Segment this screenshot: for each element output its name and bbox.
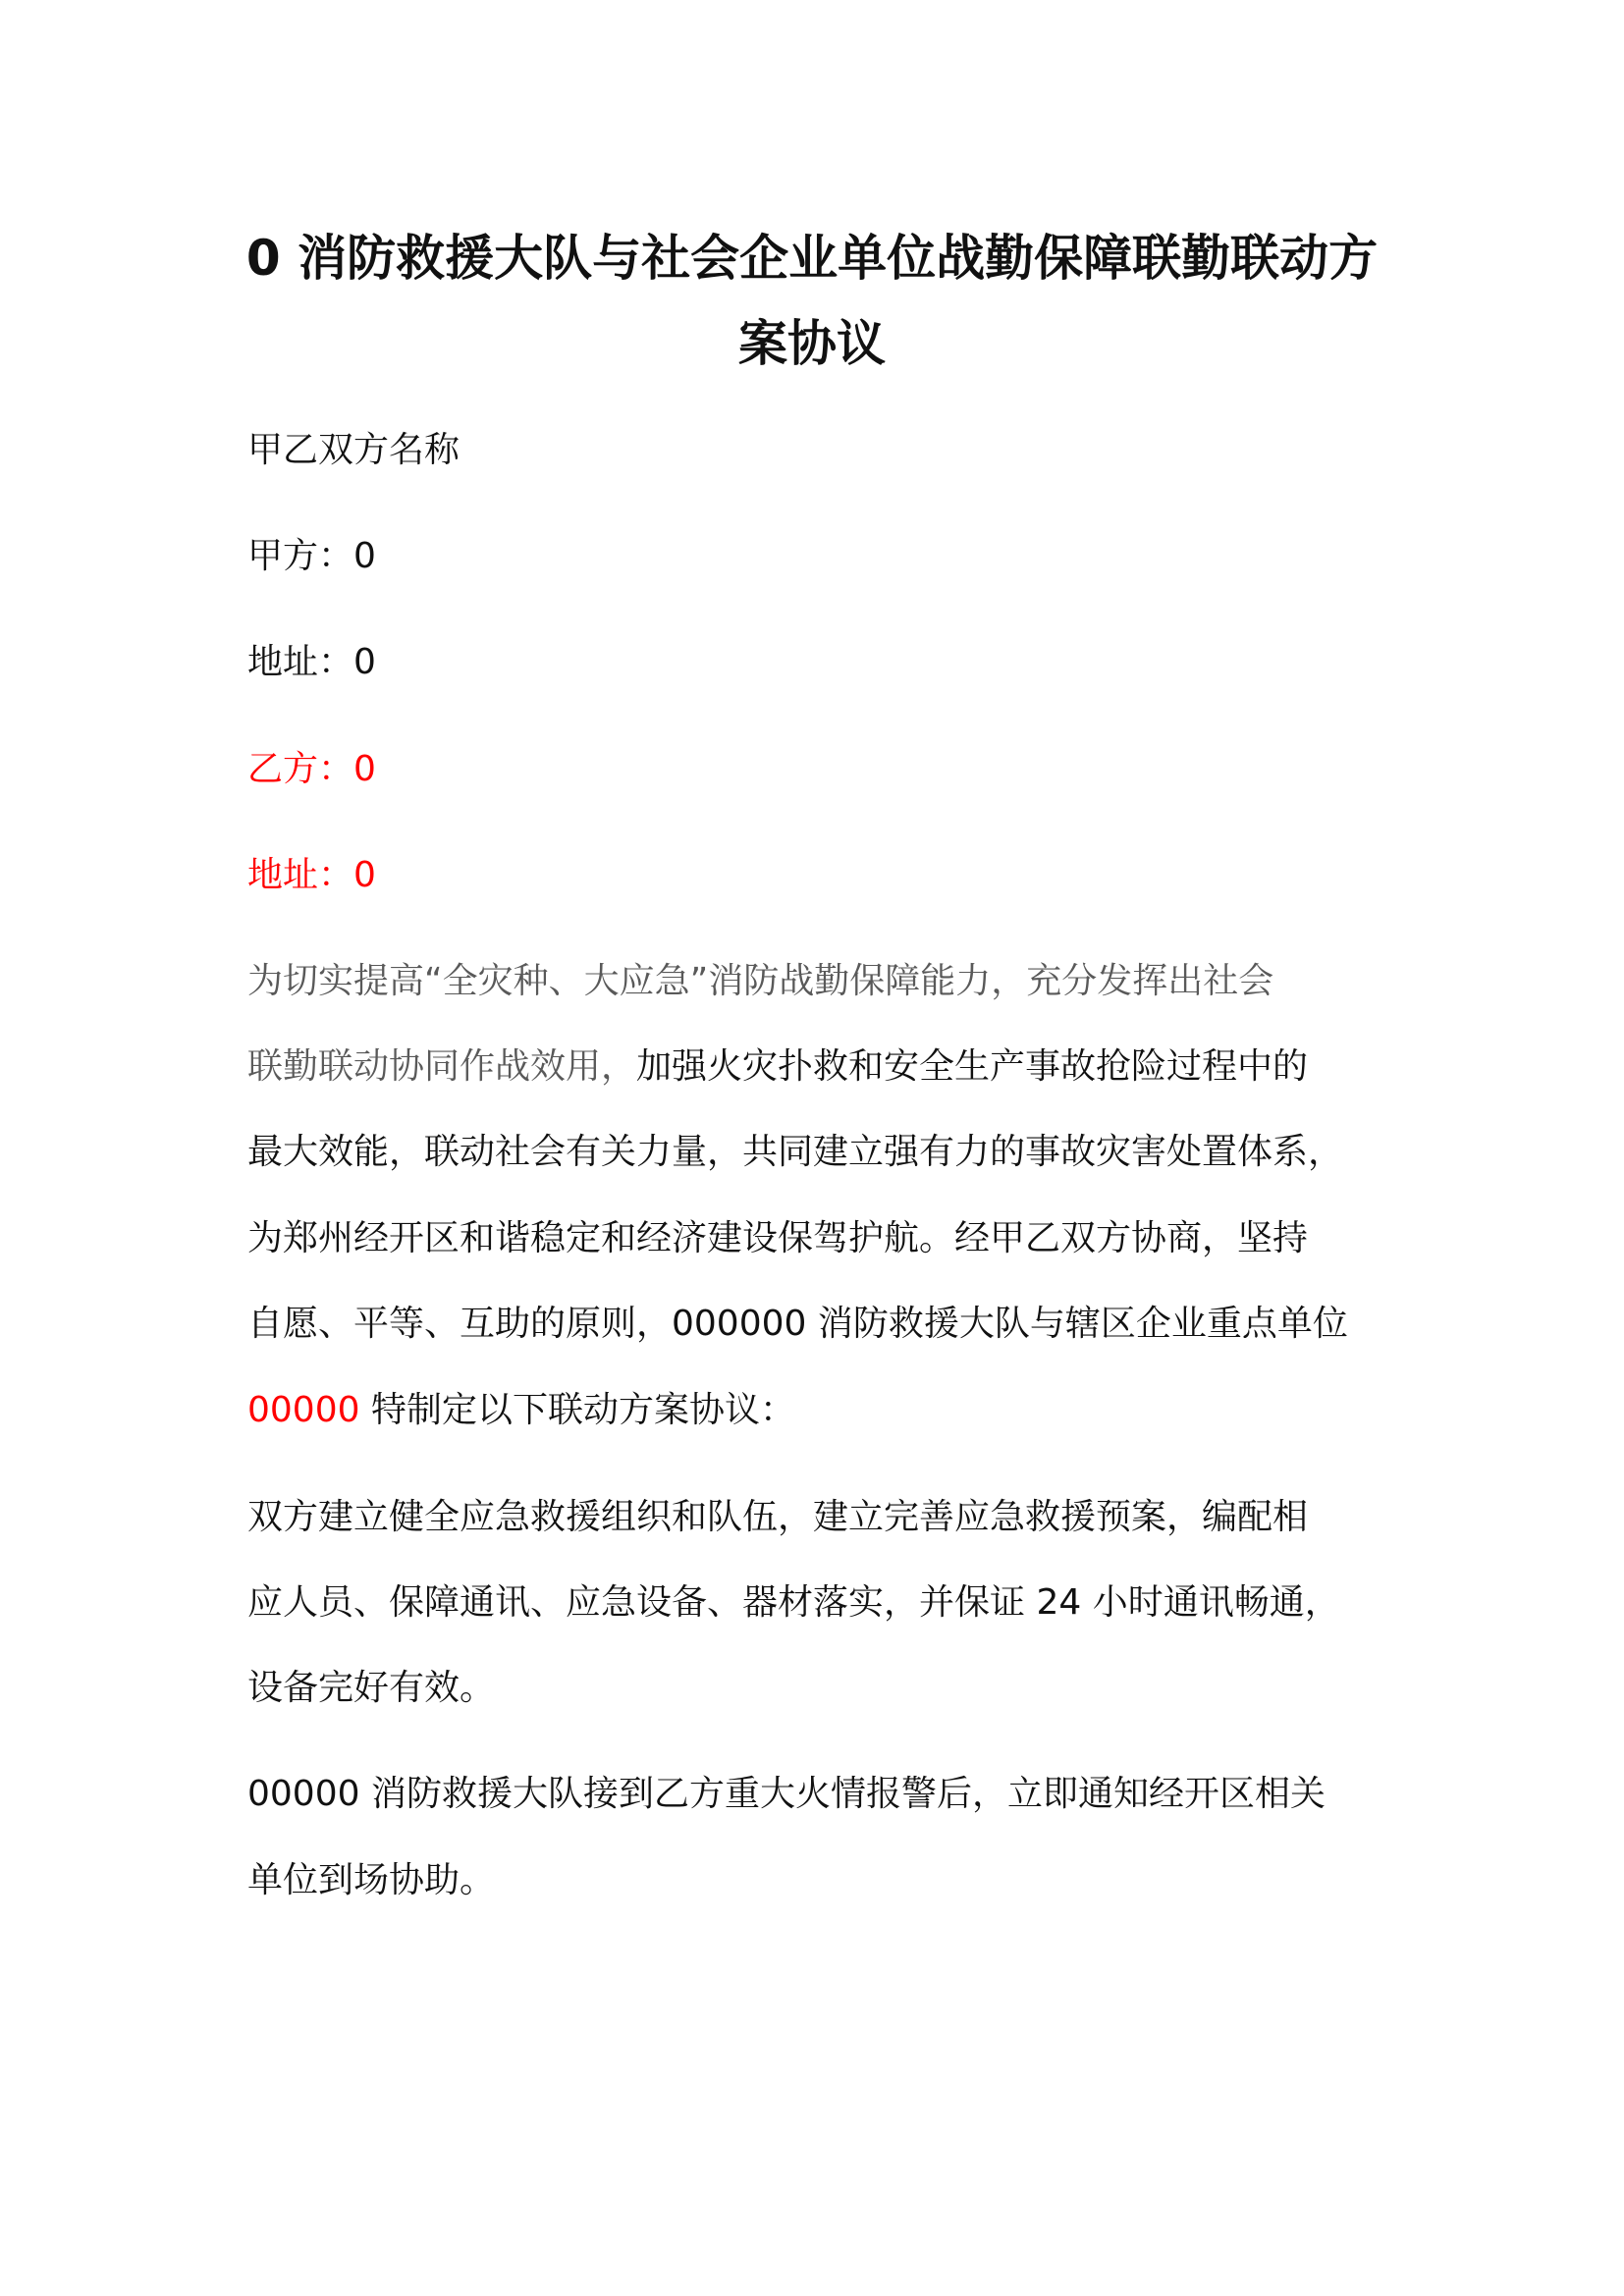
document-title-line1: 0 消防救援大队与社会企业单位战勤保障联勤联动方 bbox=[245, 230, 1379, 287]
paragraph-line: 00000 消防救援大队接到乙方重大火情报警后，立即通知经开区相关 bbox=[247, 1774, 1326, 1814]
paragraph-line bbox=[247, 1038, 1308, 1096]
paragraph-line: 为切实提高“全灾种、大应急”消防战勤保障能力，充分发挥出社会 bbox=[247, 961, 1274, 1001]
parties-heading: 甲乙双方名称 bbox=[247, 430, 460, 470]
paragraph-line: 应人员、保障通讯、应急设备、器材落实，并保证 24 小时通讯畅通， bbox=[247, 1582, 1340, 1623]
paragraph-text: 加强火灾扑救和安全生产事故抢险过程中的 bbox=[636, 1046, 1309, 1087]
paragraph-line bbox=[247, 1381, 795, 1440]
paragraph-line: 自愿、平等、互助的原则，000000 消防救援大队与辖区企业重点单位 bbox=[247, 1304, 1348, 1344]
paragraph-text: 特制定以下联动方案协议： bbox=[359, 1390, 795, 1430]
document-title-line2: 案协议 bbox=[738, 315, 886, 372]
paragraph-text-gray: 联勤联动协同作战效用， bbox=[247, 1046, 637, 1087]
paragraph-line: 单位到场协助。 bbox=[247, 1860, 496, 1900]
party-b: 乙方：0 bbox=[247, 749, 376, 789]
paragraph-line: 设备完好有效。 bbox=[247, 1668, 496, 1708]
paragraph-line: 为郑州经开区和谐稳定和经济建设保驾护航。经甲乙双方协商，坚持 bbox=[247, 1218, 1309, 1258]
party-b-address: 地址：0 bbox=[247, 855, 376, 895]
paragraph-text-red: 00000 bbox=[247, 1390, 360, 1430]
paragraph-line: 最大效能，联动社会有关力量，共同建立强有力的事故灾害处置体系， bbox=[247, 1132, 1344, 1172]
paragraph-line: 双方建立健全应急救援组织和队伍，建立完善应急救援预案，编配相 bbox=[247, 1497, 1309, 1537]
party-a: 甲方：0 bbox=[247, 536, 376, 576]
party-a-address: 地址：0 bbox=[247, 642, 376, 682]
